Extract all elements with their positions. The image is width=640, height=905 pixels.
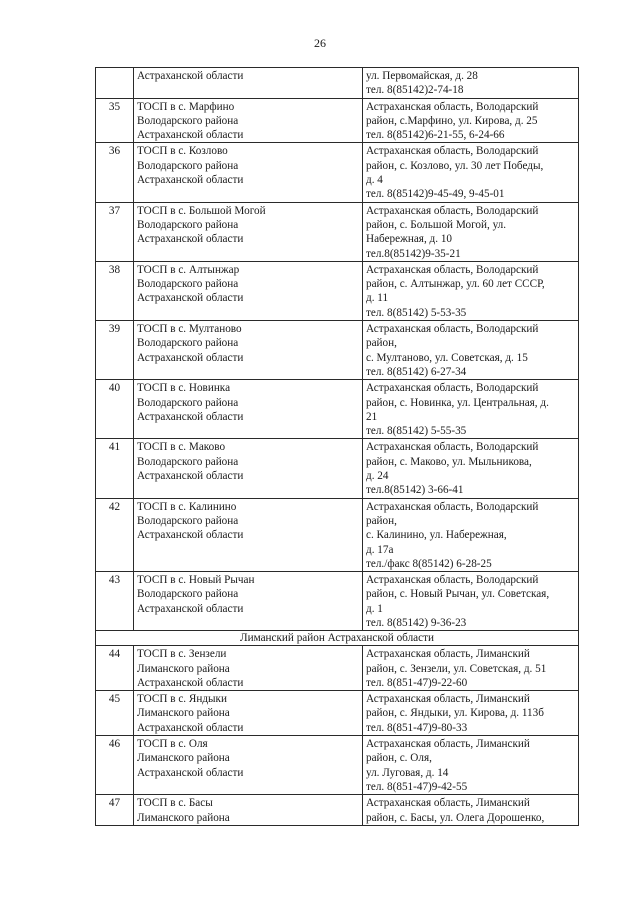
address-line: район, [366, 337, 397, 350]
office-name-line: Лиманского района [137, 811, 230, 824]
address-line: район, с. Новинка, ул. Центральная, д. [366, 396, 549, 409]
address-cell [363, 691, 579, 736]
address-line: район, с. Маково, ул. Мыльникова, [366, 455, 532, 468]
row-number: 43 [96, 572, 134, 631]
address-line: Астраханская область, Володарский [366, 323, 539, 336]
address-cell [363, 321, 579, 380]
address-cell [363, 68, 579, 99]
office-name-line: Астраханской области [137, 129, 244, 142]
row-number: 38 [96, 261, 134, 320]
address-line: район, с. Оля, [366, 752, 432, 765]
office-name-cell [134, 498, 363, 571]
address-line: д. 1 [366, 602, 383, 615]
office-name-line: Володарского района [137, 114, 239, 127]
office-name-line: ТОСП в с. Яндыки [137, 693, 227, 706]
table-row [96, 202, 579, 261]
row-number: 37 [96, 202, 134, 261]
office-name-cell [134, 68, 363, 99]
office-name-cell [134, 261, 363, 320]
address-line: Астраханская область, Володарский [366, 145, 539, 158]
table-row [96, 439, 579, 498]
address-line: д. 4 [366, 174, 383, 187]
address-line: тел. 8(85142)9-45-49, 9-45-01 [366, 188, 505, 201]
row-number: 42 [96, 498, 134, 571]
office-name-line: Астраханской области [137, 676, 244, 689]
office-name-line: Володарского района [137, 514, 239, 527]
address-line: с. Мултаново, ул. Советская, д. 15 [366, 351, 528, 364]
address-line: тел. 8(851-47)9-22-60 [366, 676, 468, 689]
office-name-line: Астраханской области [137, 174, 244, 187]
address-line: тел. 8(851-47)9-42-55 [366, 780, 468, 793]
table-row [96, 68, 579, 99]
address-line: Астраханская область, Лиманский [366, 797, 530, 810]
office-name-line: Астраханской области [137, 721, 244, 734]
office-name-line: Лиманского района [137, 752, 230, 765]
address-line: Набережная, д. 10 [366, 233, 453, 246]
registry-table [95, 67, 579, 826]
table-row [96, 572, 579, 631]
office-name-line: Лиманского района [137, 662, 230, 675]
address-cell [363, 143, 579, 202]
address-line: район, с. Козлово, ул. 30 лет Победы, [366, 159, 544, 172]
address-line: район, с. Яндыки, ул. Кирова, д. 113б [366, 707, 544, 720]
address-line: тел. 8(85142) 6-27-34 [366, 365, 467, 378]
address-line: район, с. Басы, ул. Олега Дорошенко, [366, 811, 545, 824]
office-name-cell [134, 143, 363, 202]
address-line: тел.8(85142)9-35-21 [366, 247, 461, 260]
address-line: район, с. Новый Рычан, ул. Советская, [366, 588, 550, 601]
row-number: 46 [96, 736, 134, 795]
office-name-line: Лиманского района [137, 707, 230, 720]
address-line: тел. 8(85142) 5-53-35 [366, 306, 467, 319]
office-name-cell [134, 795, 363, 826]
office-name-cell [134, 572, 363, 631]
office-name-line: ТОСП в с. Марфино [137, 100, 235, 113]
address-cell [363, 202, 579, 261]
office-name-line: Астраханской области [137, 766, 244, 779]
table-row [96, 646, 579, 691]
table-row [96, 691, 579, 736]
address-line: 21 [366, 410, 378, 423]
office-name-line: Астраханской области [137, 233, 244, 246]
row-number: 36 [96, 143, 134, 202]
address-cell [363, 646, 579, 691]
office-name-line: Володарского района [137, 278, 239, 291]
address-cell [363, 795, 579, 826]
office-name-line: Володарского района [137, 337, 239, 350]
office-name-line: Астраханской области [137, 70, 244, 82]
address-line: тел. 8(85142)2-74-18 [366, 84, 464, 97]
office-name-line: ТОСП в с. Алтынжар [137, 263, 240, 276]
office-name-line: Астраханской области [137, 602, 244, 615]
address-line: д. 17а [366, 543, 394, 556]
address-line: район, с. Большой Могой, ул. [366, 218, 507, 231]
address-line: тел./факс 8(85142) 6-28-25 [366, 557, 492, 570]
table-row [96, 736, 579, 795]
address-line: Астраханская область, Володарский [366, 441, 539, 454]
office-name-cell [134, 439, 363, 498]
table-row [96, 143, 579, 202]
table-row [96, 321, 579, 380]
page-number: 26 [314, 36, 326, 50]
table-row [96, 498, 579, 571]
address-line: тел. 8(85142) 9-36-23 [366, 616, 467, 629]
address-cell [363, 736, 579, 795]
office-name-line: Володарского района [137, 159, 239, 172]
address-line: район, с. Алтынжар, ул. 60 лет СССР, [366, 278, 545, 291]
address-line: Астраханская область, Лиманский [366, 693, 530, 706]
address-line: ул. Луговая, д. 14 [366, 766, 449, 779]
row-number: 39 [96, 321, 134, 380]
district-header-row [96, 631, 579, 646]
address-line: Астраханская область, Лиманский [366, 738, 530, 751]
office-name-line: Астраханской области [137, 470, 244, 483]
table-row [96, 98, 579, 143]
address-line: район, с.Марфино, ул. Кирова, д. 25 [366, 114, 538, 127]
row-number: 45 [96, 691, 134, 736]
address-line: тел. 8(851-47)9-80-33 [366, 721, 468, 734]
address-cell [363, 439, 579, 498]
office-name-line: Астраханской области [137, 292, 244, 305]
district-header: Лиманский район Астраханской области [96, 631, 579, 646]
office-name-line: Астраханской области [137, 351, 244, 364]
office-name-line: ТОСП в с. Калинино [137, 500, 237, 513]
office-name-cell [134, 98, 363, 143]
row-number [96, 68, 134, 99]
office-name-line: ТОСП в с. Мултаново [137, 323, 242, 336]
office-name-cell [134, 202, 363, 261]
office-name-line: ТОСП в с. Зензели [137, 648, 227, 661]
office-name-line: Астраханской области [137, 529, 244, 542]
office-name-line: Астраханской области [137, 410, 244, 423]
office-name-cell [134, 646, 363, 691]
address-line: тел.8(85142) 3-66-41 [366, 484, 464, 497]
address-cell [363, 498, 579, 571]
office-name-line: Володарского района [137, 396, 239, 409]
table-row [96, 261, 579, 320]
row-number: 47 [96, 795, 134, 826]
office-name-line: ТОСП в с. Оля [137, 738, 208, 751]
office-name-line: ТОСП в с. Козлово [137, 145, 228, 158]
address-line: Астраханская область, Володарский [366, 100, 539, 113]
office-name-line: ТОСП в с. Басы [137, 797, 213, 810]
address-line: тел. 8(85142) 5-55-35 [366, 425, 467, 438]
address-line: район, [366, 514, 397, 527]
table-row [96, 380, 579, 439]
office-name-cell [134, 691, 363, 736]
address-cell [363, 98, 579, 143]
address-line: Астраханская область, Володарский [366, 500, 539, 513]
row-number: 44 [96, 646, 134, 691]
office-name-cell [134, 380, 363, 439]
address-line: тел. 8(85142)6-21-55, 6-24-66 [366, 129, 505, 142]
address-line: д. 11 [366, 292, 389, 305]
address-line: д. 24 [366, 470, 389, 483]
address-line: Астраханская область, Володарский [366, 204, 539, 217]
office-name-line: ТОСП в с. Новинка [137, 382, 231, 395]
office-name-line: Володарского района [137, 218, 239, 231]
table-row [96, 795, 579, 826]
registry-table-body [96, 68, 579, 826]
address-line: Астраханская область, Лиманский [366, 648, 530, 661]
office-name-cell [134, 321, 363, 380]
address-line: Астраханская область, Володарский [366, 263, 539, 276]
address-cell [363, 572, 579, 631]
office-name-cell [134, 736, 363, 795]
address-line: Астраханская область, Володарский [366, 574, 539, 587]
office-name-line: ТОСП в с. Маково [137, 441, 226, 454]
row-number: 35 [96, 98, 134, 143]
address-line: ул. Первомайская, д. 28 [366, 70, 478, 82]
address-line: район, с. Зензели, ул. Советская, д. 51 [366, 662, 547, 675]
office-name-line: Володарского района [137, 588, 239, 601]
address-line: Астраханская область, Володарский [366, 382, 539, 395]
address-cell [363, 261, 579, 320]
office-name-line: ТОСП в с. Новый Рычан [137, 574, 255, 587]
address-cell [363, 380, 579, 439]
office-name-line: ТОСП в с. Большой Могой [137, 204, 266, 217]
row-number: 40 [96, 380, 134, 439]
row-number: 41 [96, 439, 134, 498]
address-line: с. Калинино, ул. Набережная, [366, 529, 507, 542]
office-name-line: Володарского района [137, 455, 239, 468]
